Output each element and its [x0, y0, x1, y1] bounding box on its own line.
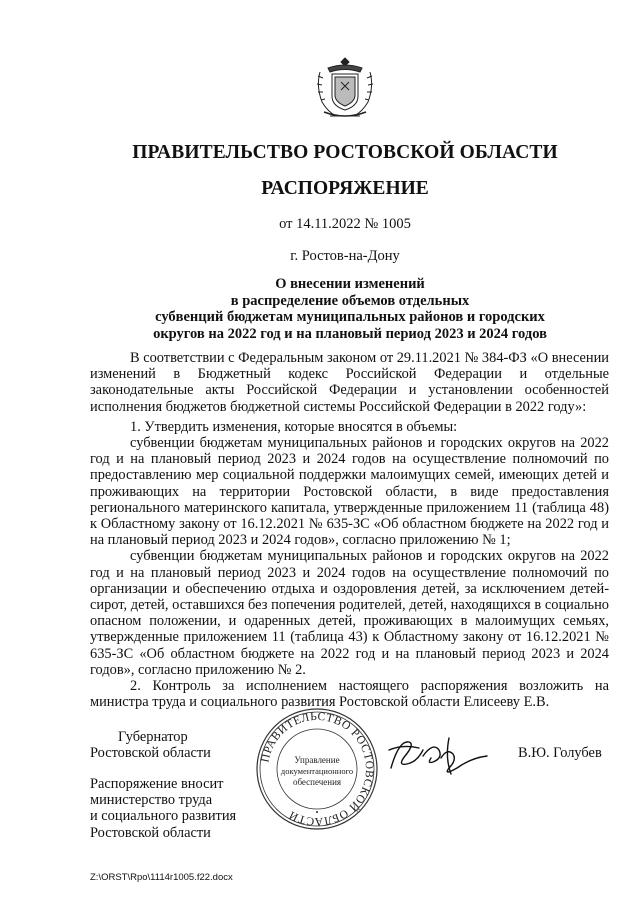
submitted-by-line: и социального развития [90, 808, 237, 825]
submitted-by-line: министерство труда [90, 792, 213, 809]
body-paragraph-item-2: 2. Контроль за исполнением настоящего распоряжения возложить на министра труда и социального развития Ростовской области Елисееву Е.В. [90, 678, 609, 711]
handwritten-signature [385, 728, 495, 784]
submitted-by-line: Ростовской области [90, 824, 211, 841]
subject-line: округов на 2022 год и на плановый период 2023 и 2024 годов [153, 325, 547, 342]
document-city: г. Ростов-на-Дону [290, 248, 400, 264]
body-paragraph-subvention-1: субвенции бюджетам муниципальных районов и городских округов на 2022 год и на плановый период 2023 и 2024 годов на осуществление полномочий по предоставлению мер социальной поддержки малоимущих семей, имеющих детей и проживающих на территории Ростовской области, в виде предоставления регионального материнского капитала, утвержденные приложением 11 (таблица 48) к Областному закону от 16.12.2021 № 635-ЗС «Об областном бюджете на 2022 год и на плановый период 2023 и 2024 годов», согласно приложению № 1; [90, 435, 609, 549]
document-date-number: от 14.11.2022 № 1005 [279, 216, 411, 232]
submitted-by-line: Распоряжение вносит [90, 776, 224, 792]
organization-title: ПРАВИТЕЛЬСТВО РОСТОВСКОЙ ОБЛАСТИ [132, 142, 558, 163]
signatory-position [90, 729, 211, 761]
official-stamp [254, 706, 380, 832]
signatory-position-line: Губернатор [118, 729, 188, 745]
body-paragraph-subvention-2: субвенции бюджетам муниципальных районов и городских округов на 2022 год и на плановый период 2023 и 2024 годов на осуществление полномочий по организации и обеспечению отдыха и оздоровления детей, за исключением детей-сирот, детей, оставшихся без попечения родителей, детей, находящихся в социально опасном положении, и одаренных детей, проживающих в малоимущих семьях, утвержденные приложением 11 (таблица 43) к Областному закону от 16.12.2021 № 635-ЗС «Об областном бюджете на 2022 год и на плановый период 2023 и 2024 годов», согласно приложению № 2. [90, 548, 609, 678]
subject-line: субвенций бюджетам муниципальных районов и городских [155, 309, 545, 325]
signatory-position-line: Ростовской области [90, 745, 211, 762]
body-paragraph-preamble: В соответствии с Федеральным законом от 29.11.2021 № 384-ФЗ «О внесении изменений в Бюджетный кодекс Российской Федерации и отдельные законодательные акты Российской Федерации и установлении особенностей исполнения бюджетов бюджетной системы Российской Федерации в 2022 году»: [90, 350, 609, 415]
coat-of-arms-emblem [314, 56, 376, 122]
document-body [90, 350, 609, 710]
document-type: РАСПОРЯЖЕНИЕ [261, 178, 429, 199]
body-paragraph-item-1: 1. Утвердить изменения, которые вносятся в объемы: [130, 418, 458, 435]
stamp-center-line: обеспечения [292, 777, 342, 787]
svg-text:•: • [315, 808, 319, 817]
subject-line: в распределение объемов отдельных [230, 292, 470, 309]
stamp-center-line: Управление [294, 755, 340, 765]
stamp-ring-text: ПРАВИТЕЛЬСТВО РОСТОВСКОЙ ОБЛАСТИ [259, 710, 376, 828]
subject-line: О внесении изменений [275, 276, 425, 292]
signatory-name: В.Ю. Голубев [518, 745, 602, 761]
document-subject [90, 276, 610, 342]
file-path-footer: Z:\ORST\Rpo\1114r1005.f22.docx [90, 872, 233, 883]
submitted-by-note [90, 776, 236, 841]
stamp-center-line: документационного [280, 766, 354, 776]
